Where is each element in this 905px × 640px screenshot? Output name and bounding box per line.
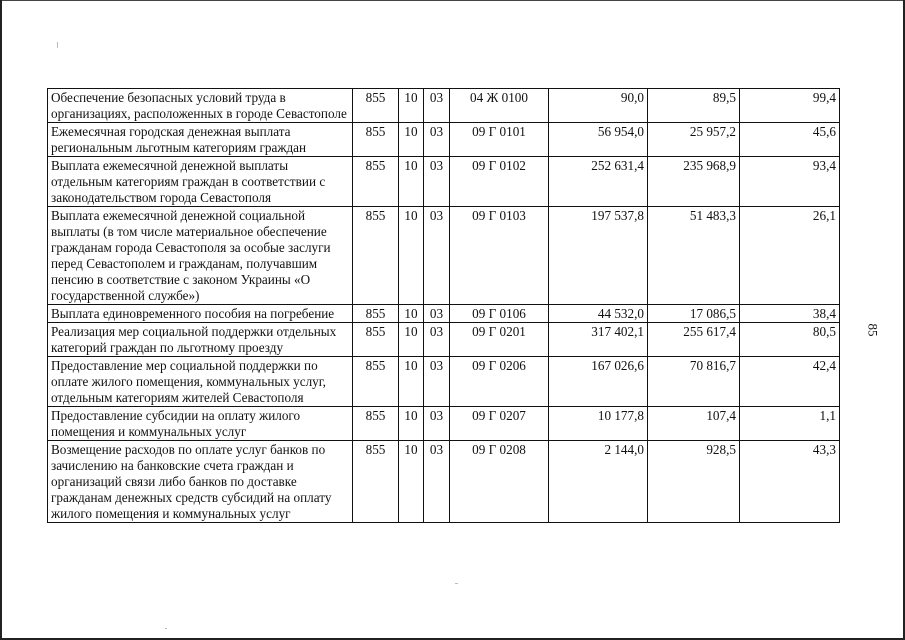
scan-speck bbox=[165, 628, 167, 629]
table-row bbox=[48, 357, 840, 407]
scan-border-top bbox=[0, 0, 905, 1]
row-name: Возмещение расходов по оплате услуг банков по зачислению на банковские счета граждан и организаций связи либо банков по доставке гражданам денежных средств субсидий на оплату жилого помещения и коммунальных услуг bbox=[48, 441, 353, 523]
row-name: Реализация мер социальной поддержки отдельных категорий граждан по льготному проезду bbox=[48, 323, 353, 357]
row-actual-amount: 107,4 bbox=[648, 407, 740, 441]
row-subsection: 03 bbox=[424, 441, 450, 523]
row-actual-amount: 235 968,9 bbox=[648, 157, 740, 207]
table-row bbox=[48, 305, 840, 323]
scan-border-left bbox=[0, 0, 2, 640]
budget-table bbox=[47, 88, 840, 523]
row-ministry-code: 855 bbox=[353, 157, 399, 207]
table-row bbox=[48, 407, 840, 441]
row-section: 10 bbox=[399, 89, 424, 123]
row-target-article: 09 Г 0103 bbox=[450, 207, 549, 305]
row-plan-amount: 10 177,8 bbox=[549, 407, 648, 441]
row-actual-amount: 89,5 bbox=[648, 89, 740, 123]
row-name: Выплата единовременного пособия на погребение bbox=[48, 305, 353, 323]
row-percent: 45,6 bbox=[740, 123, 840, 157]
row-name: Предоставление мер социальной поддержки по оплате жилого помещения, коммунальных услуг, отдельным категориям жителей Севастополя bbox=[48, 357, 353, 407]
row-percent: 43,3 bbox=[740, 441, 840, 523]
row-subsection: 03 bbox=[424, 323, 450, 357]
row-subsection: 03 bbox=[424, 89, 450, 123]
row-actual-amount: 70 816,7 bbox=[648, 357, 740, 407]
row-percent: 42,4 bbox=[740, 357, 840, 407]
row-target-article: 09 Г 0207 bbox=[450, 407, 549, 441]
row-target-article: 09 Г 0102 bbox=[450, 157, 549, 207]
row-actual-amount: 25 957,2 bbox=[648, 123, 740, 157]
row-actual-amount: 51 483,3 bbox=[648, 207, 740, 305]
row-section: 10 bbox=[399, 323, 424, 357]
row-subsection: 03 bbox=[424, 305, 450, 323]
row-percent: 80,5 bbox=[740, 323, 840, 357]
page-number: 85 bbox=[865, 323, 881, 337]
row-actual-amount: 17 086,5 bbox=[648, 305, 740, 323]
row-subsection: 03 bbox=[424, 157, 450, 207]
table-row bbox=[48, 157, 840, 207]
row-plan-amount: 252 631,4 bbox=[549, 157, 648, 207]
table-row bbox=[48, 441, 840, 523]
row-ministry-code: 855 bbox=[353, 441, 399, 523]
table-row bbox=[48, 207, 840, 305]
row-name: Выплата ежемесячной денежной выплаты отдельным категориям граждан в соответствии с законодательством города Севастополя bbox=[48, 157, 353, 207]
row-plan-amount: 197 537,8 bbox=[549, 207, 648, 305]
row-plan-amount: 56 954,0 bbox=[549, 123, 648, 157]
row-ministry-code: 855 bbox=[353, 407, 399, 441]
row-section: 10 bbox=[399, 157, 424, 207]
row-plan-amount: 44 532,0 bbox=[549, 305, 648, 323]
table-row bbox=[48, 323, 840, 357]
row-percent: 26,1 bbox=[740, 207, 840, 305]
row-target-article: 04 Ж 0100 bbox=[450, 89, 549, 123]
row-plan-amount: 90,0 bbox=[549, 89, 648, 123]
row-ministry-code: 855 bbox=[353, 323, 399, 357]
row-target-article: 09 Г 0101 bbox=[450, 123, 549, 157]
row-ministry-code: 855 bbox=[353, 207, 399, 305]
row-target-article: 09 Г 0206 bbox=[450, 357, 549, 407]
row-actual-amount: 255 617,4 bbox=[648, 323, 740, 357]
row-section: 10 bbox=[399, 305, 424, 323]
row-plan-amount: 2 144,0 bbox=[549, 441, 648, 523]
row-subsection: 03 bbox=[424, 207, 450, 305]
row-section: 10 bbox=[399, 207, 424, 305]
row-name: Ежемесячная городская денежная выплата региональным льготным категориям граждан bbox=[48, 123, 353, 157]
row-subsection: 03 bbox=[424, 407, 450, 441]
scan-speck bbox=[455, 583, 458, 584]
row-target-article: 09 Г 0201 bbox=[450, 323, 549, 357]
row-ministry-code: 855 bbox=[353, 357, 399, 407]
row-name: Предоставление субсидии на оплату жилого помещения и коммунальных услуг bbox=[48, 407, 353, 441]
table-row bbox=[48, 123, 840, 157]
scan-speck bbox=[57, 42, 58, 48]
row-subsection: 03 bbox=[424, 123, 450, 157]
row-plan-amount: 167 026,6 bbox=[549, 357, 648, 407]
row-percent: 99,4 bbox=[740, 89, 840, 123]
table-row bbox=[48, 89, 840, 123]
row-ministry-code: 855 bbox=[353, 123, 399, 157]
row-name: Обеспечение безопасных условий труда в организациях, расположенных в городе Севастополе bbox=[48, 89, 353, 123]
row-target-article: 09 Г 0208 bbox=[450, 441, 549, 523]
row-name: Выплата ежемесячной денежной социальной выплаты (в том числе материальное обеспечение гражданам города Севастополя за особые заслуги перед Севастополем и гражданам, получавшим пенсию в соответствие с законом Украины «О государственной службе») bbox=[48, 207, 353, 305]
row-actual-amount: 928,5 bbox=[648, 441, 740, 523]
row-ministry-code: 855 bbox=[353, 89, 399, 123]
row-target-article: 09 Г 0106 bbox=[450, 305, 549, 323]
row-section: 10 bbox=[399, 123, 424, 157]
row-ministry-code: 855 bbox=[353, 305, 399, 323]
row-percent: 38,4 bbox=[740, 305, 840, 323]
row-section: 10 bbox=[399, 357, 424, 407]
row-percent: 93,4 bbox=[740, 157, 840, 207]
row-plan-amount: 317 402,1 bbox=[549, 323, 648, 357]
row-section: 10 bbox=[399, 407, 424, 441]
row-section: 10 bbox=[399, 441, 424, 523]
row-percent: 1,1 bbox=[740, 407, 840, 441]
row-subsection: 03 bbox=[424, 357, 450, 407]
